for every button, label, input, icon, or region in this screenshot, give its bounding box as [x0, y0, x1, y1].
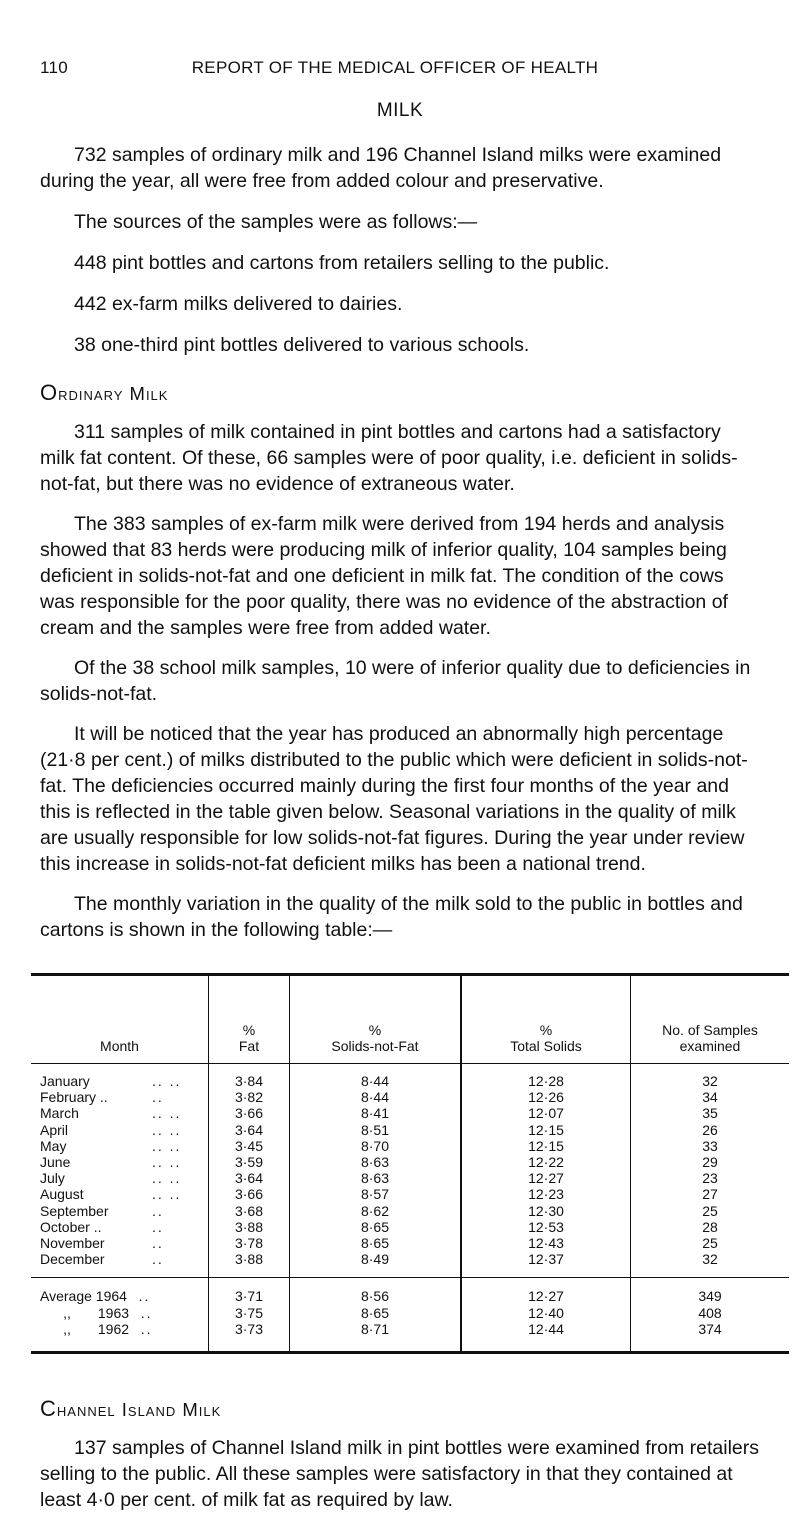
total-solids-cell: 12·30	[461, 1203, 631, 1219]
total-solids-cell: 12·23	[461, 1186, 631, 1202]
running-head	[40, 58, 760, 78]
total-solids-cell: 12·26	[461, 1089, 631, 1105]
ordinary-milk-heading: Ordinary Milk	[40, 380, 169, 405]
ordinary-milk-paragraph-1: 311 samples of milk contained in pint bottles and cartons had a satisfactory milk fat content. Of these, 66 samples were of poor quality, i.e. deficient in solids-not-fat, but there was no evidence of extraneous water.	[40, 421, 738, 495]
samples-cell: 408	[631, 1304, 790, 1320]
table-row	[31, 1122, 789, 1138]
snf-cell: 8·44	[290, 1089, 462, 1105]
header-title: REPORT OF THE MEDICAL OFFICER OF HEALTH	[191, 58, 599, 77]
total-solids-cell: 12·22	[461, 1154, 631, 1170]
ordinary-milk-paragraph-5: The monthly variation in the quality of the milk sold to the public in bottles and cartons is shown in the following table:—	[40, 893, 743, 941]
header-samples-examined: No. of Samples examined	[631, 975, 790, 1064]
average-label-cell: ,, 1963 ..	[63, 1304, 153, 1321]
month-cell: May .. ..	[40, 1137, 182, 1154]
milk-quality-table	[31, 973, 789, 1354]
channel-island-heading: Channel Island Milk	[40, 1395, 222, 1421]
average-row	[31, 1278, 789, 1305]
month-cell: January .. ..	[40, 1073, 182, 1090]
page-number: 110	[40, 58, 69, 77]
document-page	[40, 58, 760, 1513]
header-total-solids: % Total Solids	[461, 975, 631, 1064]
total-solids-cell: 12·27	[461, 1170, 631, 1186]
total-solids-cell: 12·53	[461, 1219, 631, 1235]
snf-cell: 8·57	[290, 1186, 462, 1202]
snf-cell: 8·44	[290, 1064, 462, 1090]
snf-cell: 8·65	[290, 1304, 462, 1320]
table-row	[31, 1170, 789, 1186]
snf-cell: 8·63	[290, 1170, 462, 1186]
total-solids-cell: 12·07	[461, 1105, 631, 1121]
samples-cell: 25	[631, 1235, 790, 1251]
table-row	[31, 1235, 789, 1251]
snf-cell: 8·70	[290, 1138, 462, 1154]
month-cell: July .. ..	[40, 1170, 182, 1187]
table-row	[31, 1064, 789, 1090]
month-cell: August .. ..	[40, 1186, 182, 1203]
month-cell: October .. ..	[40, 1218, 164, 1235]
header-solids-not-fat: % Solids-not-Fat	[290, 975, 462, 1064]
total-solids-cell: 12·44	[461, 1321, 631, 1353]
total-solids-cell: 12·37	[461, 1251, 631, 1278]
table-row	[31, 1251, 789, 1278]
fat-cell: 3·66	[209, 1105, 290, 1121]
fat-cell: 3·59	[209, 1154, 290, 1170]
snf-cell: 8·71	[290, 1321, 462, 1353]
table-row	[31, 1154, 789, 1170]
fat-cell: 3·45	[209, 1138, 290, 1154]
average-label-cell: Average 1964 ..	[31, 1278, 209, 1305]
fat-cell: 3·73	[209, 1321, 290, 1353]
samples-cell: 374	[631, 1321, 790, 1353]
source-item-3: 38 one-third pint bottles delivered to various schools.	[74, 334, 530, 356]
snf-cell: 8·62	[290, 1203, 462, 1219]
samples-cell: 349	[631, 1278, 790, 1305]
snf-cell: 8·63	[290, 1154, 462, 1170]
month-cell: November ..	[40, 1234, 164, 1251]
samples-cell: 27	[631, 1186, 790, 1202]
fat-cell: 3·88	[209, 1251, 290, 1278]
ordinary-milk-paragraph-3: Of the 38 school milk samples, 10 were of inferior quality due to deficiencies in solids-not-fat.	[40, 657, 751, 705]
average-label-cell: ,, 1962 ..	[31, 1321, 209, 1353]
header-month: Month	[31, 975, 209, 1064]
samples-cell: 26	[631, 1122, 790, 1138]
table-row	[31, 1105, 789, 1121]
samples-cell: 35	[631, 1105, 790, 1121]
table-row	[31, 1219, 789, 1235]
samples-cell: 34	[631, 1089, 790, 1105]
samples-cell: 33	[631, 1138, 790, 1154]
fat-cell: 3·64	[209, 1170, 290, 1186]
fat-cell: 3·88	[209, 1219, 290, 1235]
source-item-1: 448 pint bottles and cartons from retailers selling to the public.	[74, 252, 610, 274]
samples-cell: 32	[631, 1251, 790, 1278]
table-header-row	[31, 975, 789, 1064]
month-cell: June .. ..	[40, 1154, 182, 1171]
snf-cell: 8·56	[290, 1278, 462, 1305]
table-row	[31, 1186, 789, 1202]
sources-paragraph: The sources of the samples were as follows:—	[74, 211, 478, 233]
fat-cell: 3·66	[209, 1186, 290, 1202]
month-cell: April .. ..	[40, 1121, 182, 1138]
total-solids-cell: 12·40	[461, 1304, 631, 1320]
samples-cell: 25	[631, 1203, 790, 1219]
snf-cell: 8·65	[290, 1235, 462, 1251]
intro-paragraph: 732 samples of ordinary milk and 196 Channel Island milks were examined during the year, all were free from added colour and preservative.	[40, 144, 722, 192]
snf-cell: 8·41	[290, 1105, 462, 1121]
monthly-rows	[31, 1064, 789, 1278]
fat-cell: 3·64	[209, 1122, 290, 1138]
table-row	[31, 1089, 789, 1105]
ordinary-milk-paragraph-4: It will be noticed that the year has produced an abnormally high percentage (21·8 per cent.) of milks distributed to the public which were deficient in solids-not-fat. The deficiencies occurred mainly during the first four months of the year and this is reflected in the table given below. Seasonal variations in the quality of milk are usually responsible for low solids-not-fat figures. During the year under review this increase in solids-not-fat deficient milks has been a national trend.	[40, 723, 748, 875]
fat-cell: 3·84	[209, 1064, 290, 1090]
month-cell: December ..	[40, 1251, 164, 1268]
snf-cell: 8·49	[290, 1251, 462, 1278]
ordinary-milk-paragraph-2: The 383 samples of ex-farm milk were derived from 194 herds and analysis showed that 83 herds were producing milk of inferior quality, 104 samples being deficient in solids-not-fat and one deficient in milk fat. The condition of the cows was responsible for the poor quality, there was no evidence of the abstraction of cream and the samples were free from added water.	[40, 513, 728, 639]
fat-cell: 3·75	[209, 1304, 290, 1320]
total-solids-cell: 12·27	[461, 1278, 631, 1305]
fat-cell: 3·78	[209, 1235, 290, 1251]
channel-island-paragraph: 137 samples of Channel Island milk in pint bottles were examined from retailers selling to the public. All these samples were satisfactory in that they contained at least 4·0 per cent. of milk fat as required by law.	[40, 1436, 759, 1511]
total-solids-cell: 12·15	[461, 1138, 631, 1154]
month-cell: February .. ..	[40, 1089, 164, 1106]
average-row	[31, 1304, 789, 1320]
body-text	[40, 142, 760, 943]
month-cell: September ..	[40, 1202, 164, 1219]
average-row	[31, 1321, 789, 1353]
snf-cell: 8·51	[290, 1122, 462, 1138]
fat-cell: 3·71	[209, 1278, 290, 1305]
total-solids-cell: 12·28	[461, 1064, 631, 1090]
table-row	[31, 1203, 789, 1219]
header-fat: % Fat	[209, 975, 290, 1064]
samples-cell: 32	[631, 1064, 790, 1090]
fat-cell: 3·68	[209, 1203, 290, 1219]
snf-cell: 8·65	[290, 1219, 462, 1235]
samples-cell: 29	[631, 1154, 790, 1170]
samples-cell: 23	[631, 1170, 790, 1186]
samples-cell: 28	[631, 1219, 790, 1235]
total-solids-cell: 12·43	[461, 1235, 631, 1251]
month-cell: March .. ..	[40, 1105, 182, 1122]
table-row	[31, 1138, 789, 1154]
source-item-2: 442 ex-farm milks delivered to dairies.	[74, 293, 403, 315]
average-rows	[31, 1278, 789, 1353]
fat-cell: 3·82	[209, 1089, 290, 1105]
section-title: MILK	[376, 100, 424, 121]
total-solids-cell: 12·15	[461, 1122, 631, 1138]
